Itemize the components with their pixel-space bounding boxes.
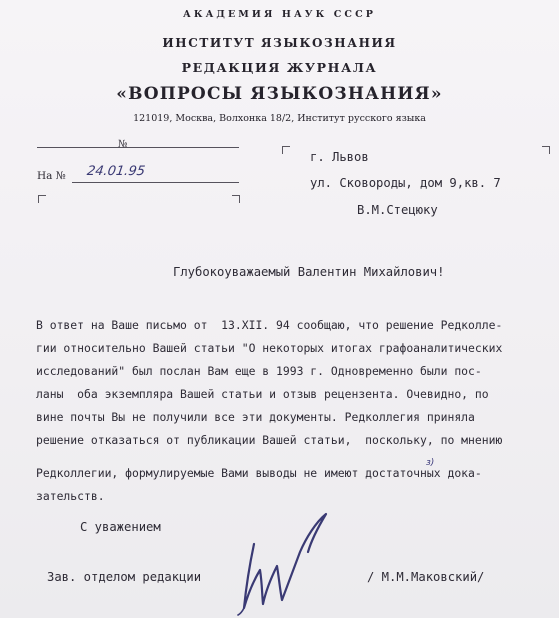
corner-mark-left [38, 195, 46, 203]
body-line: вине почты Вы не получили все эти документы. Редколлегия приняла [36, 410, 475, 424]
letterhead-address: 121019, Москва, Волхонка 18/2, Институт русского языка [133, 113, 426, 124]
body-line: решение отказаться от публикации Вашей статьи, поскольку, по мнению [36, 433, 503, 447]
salutation: Глубокоуважаемый Валентин Михайлович! [173, 265, 445, 279]
body-line: ланы оба экземпляра Вашей статьи и отзыв рецензента. Очевидно, по [36, 387, 489, 401]
corner-mark-address-end [542, 146, 550, 154]
body-line: Редколлегии, формулируемые Вами выводы не имеют доcтаточных дока- [36, 466, 482, 480]
recipient-street: ул. Сковороды, дом 9,кв. 7 [310, 176, 501, 190]
reference-date-label: На № [37, 170, 66, 182]
handwritten-signature [232, 508, 332, 616]
reference-date-line [72, 182, 239, 183]
reference-number-line [37, 147, 239, 148]
letterhead-editorial: РЕДАКЦИЯ ЖУРНАЛА [181, 60, 378, 75]
handwritten-correction: з) [426, 458, 435, 468]
corner-mark-address-start [282, 146, 290, 154]
letterhead-academy: АКАДЕМИЯ НАУК СССР [183, 9, 376, 20]
signoff-position: Зав. отделом редакции [47, 570, 202, 584]
reference-date-value: 24.01.95 [85, 164, 146, 179]
body-line: В ответ на Ваше письмо от 13.XII. 94 сообщаю, что решение Редколле- [36, 318, 503, 332]
signoff-name: / М.М.Маковский/ [367, 570, 485, 584]
corner-mark-left-end [232, 195, 240, 203]
recipient-name: В.М.Стецюку [357, 203, 438, 217]
closing: С уважением [80, 520, 161, 534]
reference-number-label: № [118, 139, 128, 150]
body-line: гии относительно Вашей статьи "О некоторых итогах графоаналитических [36, 341, 503, 355]
body-line: зательств. [36, 489, 105, 503]
recipient-city: г. Львов [310, 150, 369, 164]
letterhead-journal: «ВОПРОСЫ ЯЗЫКОЗНАНИЯ» [116, 84, 443, 104]
body-line: исследований" был послан Вам еще в 1993 г. Одновременно были пос- [36, 364, 482, 378]
letterhead-institute: ИНСТИТУТ ЯЗЫКОЗНАНИЯ [162, 36, 397, 50]
